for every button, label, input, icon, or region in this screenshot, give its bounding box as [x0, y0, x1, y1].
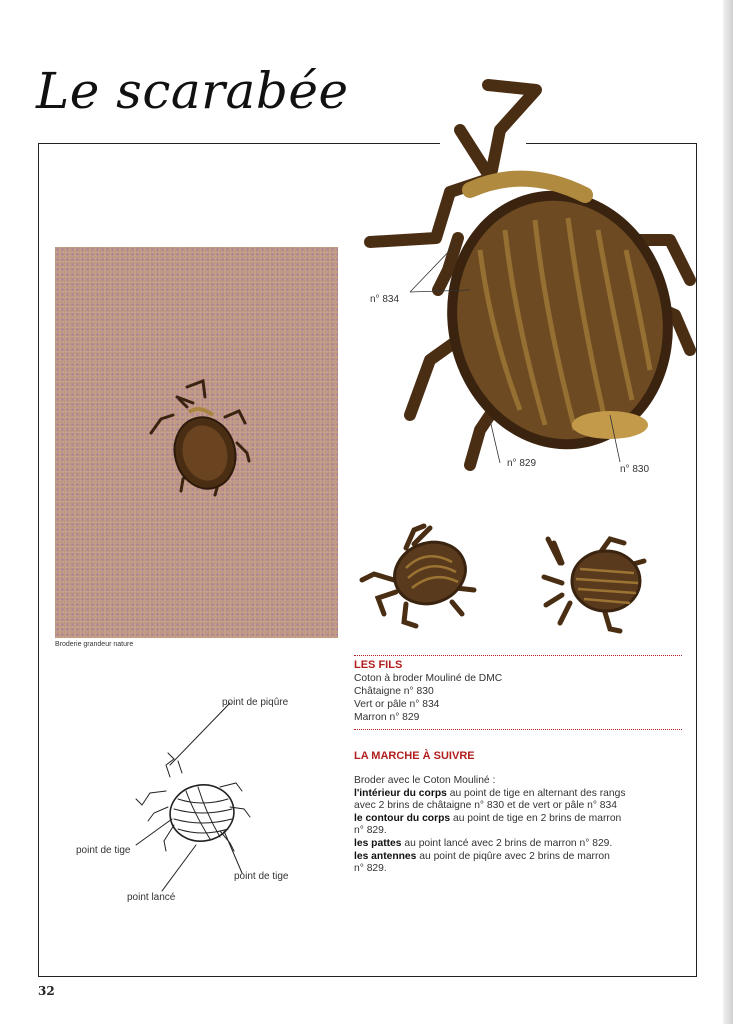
fils-line: Marron n° 829 [354, 712, 420, 723]
fabric-photo [55, 247, 338, 638]
marche-item-bold: l'intérieur du corps [354, 788, 447, 799]
marche-item-rest: au point de tige en 2 brins de marron [450, 813, 622, 824]
small-beetle-right-icon [540, 533, 650, 638]
page-edge [723, 0, 733, 1024]
photo-caption: Broderie grandeur nature [55, 641, 134, 648]
marche-item-rest: au point de tige en alternant des rangs [446, 788, 626, 799]
fils-line: Châtaigne n° 830 [354, 686, 434, 697]
fils-line: Vert or pâle n° 834 [354, 699, 440, 710]
marche-item [354, 788, 625, 800]
life-size-beetle-icon [55, 247, 338, 638]
divider-top [354, 655, 682, 656]
small-beetle-left-icon [356, 518, 486, 633]
large-beetle-icon [340, 70, 705, 480]
label-n834: n° 834 [370, 294, 400, 305]
marche-intro: Broder avec le Coton Mouliné : [354, 775, 496, 786]
marche-item [354, 838, 612, 850]
label-point-de-piqure: point de piqûre [222, 697, 289, 708]
page-number: 32 [38, 984, 55, 998]
marche-item-bold: les antennes [354, 851, 417, 862]
label-n829: n° 829 [507, 458, 537, 469]
marche-item-bold: le contour du corps [354, 813, 451, 824]
label-point-de-tige-right: point de tige [234, 871, 289, 882]
stitch-diagram-icon [70, 695, 330, 915]
label-n830: n° 830 [620, 464, 650, 475]
marche-item [354, 813, 621, 825]
marche-item-cont: n° 829. [354, 825, 387, 836]
label-point-de-tige-left: point de tige [76, 845, 131, 856]
marche-item-rest: au point lancé avec 2 brins de marron n° 829. [401, 838, 613, 849]
marche-heading: LA MARCHE À SUIVRE [354, 750, 475, 762]
fils-line: Coton à broder Mouliné de DMC [354, 673, 503, 684]
page-title: Le scarabée [36, 62, 349, 120]
label-point-lance: point lancé [127, 892, 176, 903]
divider-middle [354, 729, 682, 730]
fils-heading: LES FILS [354, 659, 403, 671]
marche-item-cont: avec 2 brins de châtaigne n° 830 et de vert or pâle n° 834 [354, 800, 617, 811]
marche-item-rest: au point de piqûre avec 2 brins de marron [416, 851, 610, 862]
marche-item-bold: les pattes [354, 838, 402, 849]
marche-item-cont: n° 829. [354, 863, 387, 874]
marche-item [354, 851, 610, 863]
